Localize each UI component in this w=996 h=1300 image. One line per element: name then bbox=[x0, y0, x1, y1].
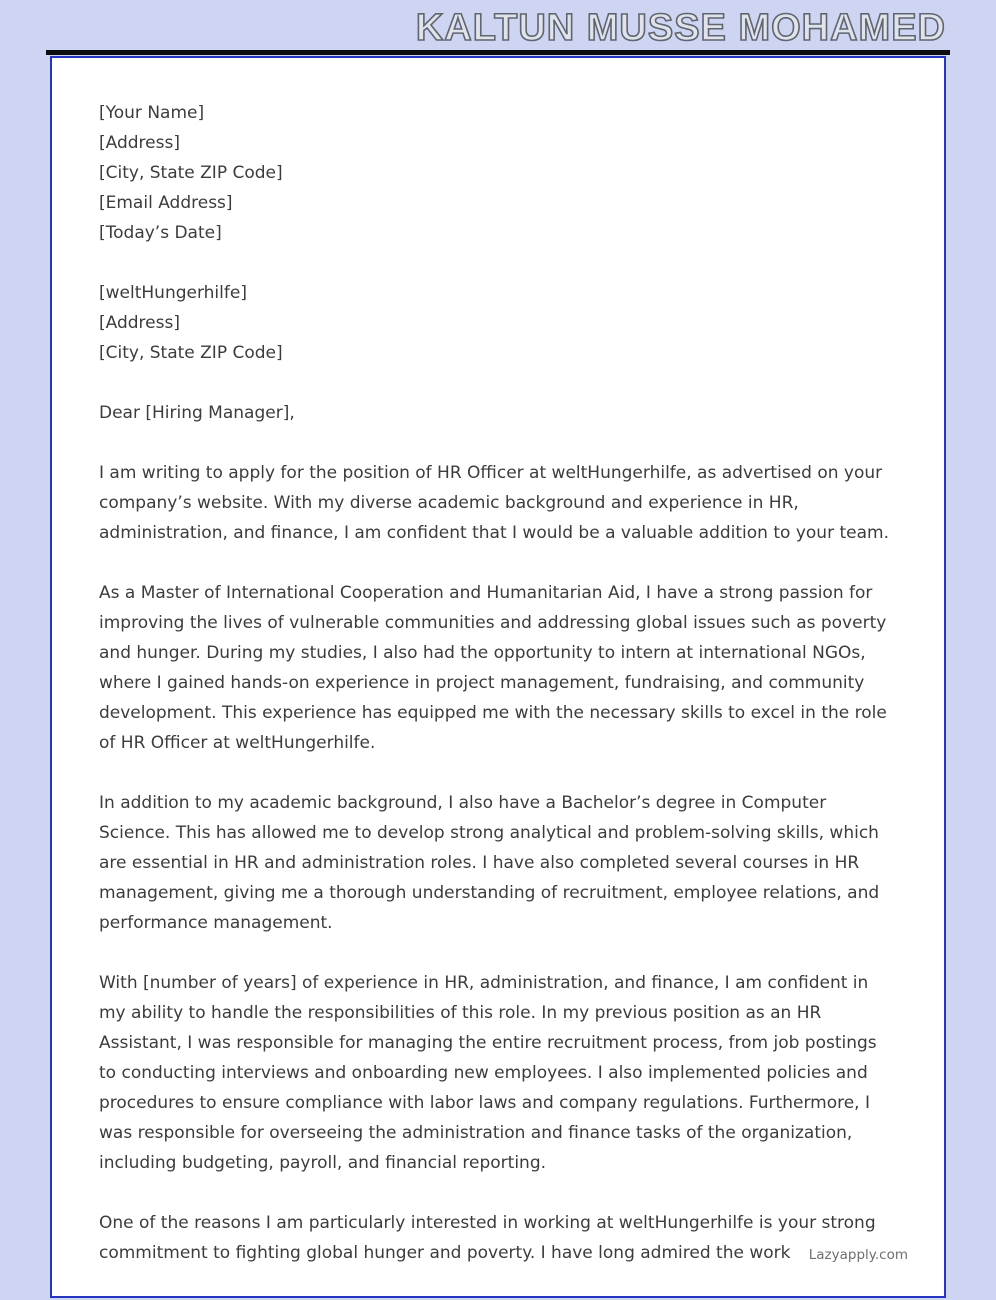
sender-date-line: [Today’s Date] bbox=[99, 223, 222, 243]
recipient-company-line: [weltHungerhilfe] bbox=[99, 283, 247, 303]
header-name: KALTUN MUSSE MOHAMED bbox=[415, 7, 946, 49]
recipient-address-block bbox=[99, 278, 894, 368]
recipient-city-line: [City, State ZIP Code] bbox=[99, 343, 283, 363]
sender-address-line: [Address] bbox=[99, 133, 180, 153]
recipient-address-line: [Address] bbox=[99, 313, 180, 333]
letter-paragraph-1: I am writing to apply for the position of HR Officer at weltHungerhilfe, as advertised on your company’s website. With my diverse academic background and experience in HR, administration, and finance, I am confident that I would be a valuable addition to your team. bbox=[99, 463, 889, 543]
watermark: Lazyapply.com bbox=[808, 1247, 908, 1263]
header bbox=[0, 0, 996, 50]
letter-page bbox=[50, 56, 946, 1298]
letter-paragraph-4: With [number of years] of experience in HR, administration, and finance, I am confident in my ability to handle the responsibilities of this role. In my previous position as an HR Assistant, I was responsible for managing the entire recruitment process, from job postings to conducting interviews and onboarding new employees. I also implemented policies and procedures to ensure compliance with labor laws and company regulations. Furthermore, I was responsible for overseeing the administration and finance tasks of the organization, including budgeting, payroll, and financial reporting. bbox=[99, 973, 877, 1173]
header-divider bbox=[46, 50, 950, 55]
letter-paragraph-5: One of the reasons I am particularly interested in working at weltHungerhilfe is your strong commitment to fighting global hunger and poverty. I have long admired the work bbox=[99, 1213, 876, 1263]
salutation: Dear [Hiring Manager], bbox=[99, 403, 295, 423]
sender-address-block bbox=[99, 98, 894, 248]
letter-paragraph-3: In addition to my academic background, I also have a Bachelor’s degree in Computer Science. This has allowed me to develop strong analytical and problem-solving skills, which are essential in HR and administration roles. I have also completed several courses in HR management, giving me a thorough understanding of recruitment, employee relations, and performance management. bbox=[99, 793, 880, 933]
sender-email-line: [Email Address] bbox=[99, 193, 233, 213]
sender-city-line: [City, State ZIP Code] bbox=[99, 163, 283, 183]
sender-name-line: [Your Name] bbox=[99, 103, 205, 123]
letter-paragraph-2: As a Master of International Cooperation and Humanitarian Aid, I have a strong passion for improving the lives of vulnerable communities and addressing global issues such as poverty and hunger. During my studies, I also had the opportunity to intern at international NGOs, where I gained hands-on experience in project management, fundraising, and community development. This experience has equipped me with the necessary skills to excel in the role of HR Officer at weltHungerhilfe. bbox=[99, 583, 887, 753]
